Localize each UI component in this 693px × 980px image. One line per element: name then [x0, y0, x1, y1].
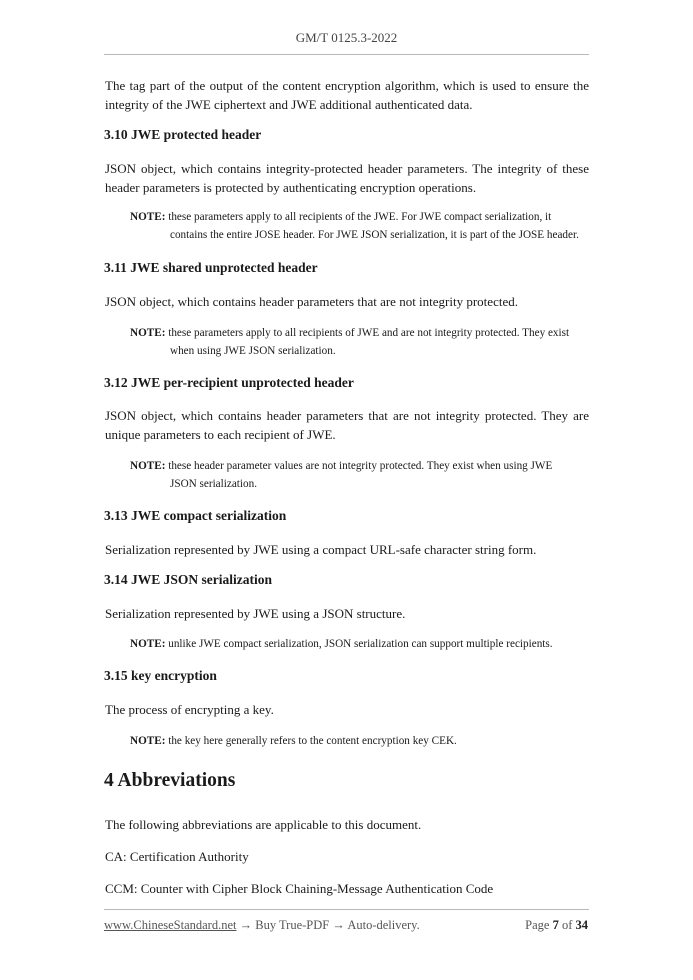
intro-paragraph: The tag part of the output of the content encryption algorithm, which is used to ensure the integrity of the JWE ciphertext and JWE additional authenticated data. [105, 78, 589, 112]
section-3-13-heading: 3.13 JWE compact serialization [104, 508, 287, 523]
section-3-11-body: JSON object, which contains header parameters that are not integrity protected. [105, 294, 518, 309]
section-3-10-heading: 3.10 JWE protected header [104, 127, 262, 142]
note-label: NOTE: [130, 211, 166, 223]
section-3-14-note [130, 636, 588, 654]
of-word: of [561, 918, 573, 932]
section-3-12-heading: 3.12 JWE per-recipient unprotected header [104, 375, 354, 390]
note-text-line1: these parameters apply to all recipients of the JWE. For JWE compact serialization, it [168, 211, 552, 223]
footer-divider [104, 909, 589, 910]
note-label: NOTE: [130, 638, 166, 650]
auto-delivery-text: Auto-delivery. [347, 918, 420, 932]
buy-true-pdf-text: Buy True-PDF [255, 918, 330, 932]
section-3-11-heading: 3.11 JWE shared unprotected header [104, 260, 318, 275]
note-text-line2: JSON serialization. [170, 477, 257, 490]
arrow-icon: → [239, 918, 253, 932]
section-3-12-body: JSON object, which contains header parameters that are not integrity protected. They are unique parameters to each recipient of JWE. [105, 408, 589, 442]
chinesestandard-link[interactable]: www.ChineseStandard.net [104, 918, 237, 932]
note-text-line1: these parameters apply to all recipients of JWE and are not integrity protected. They exist [168, 327, 570, 339]
section-3-14-heading: 3.14 JWE JSON serialization [104, 572, 272, 587]
arrow-icon: → [332, 918, 345, 932]
note-text-line2: contains the entire JOSE header. For JWE JSON serialization, it is part of the JOSE header. [170, 228, 579, 241]
section-4-heading: 4 Abbreviations [104, 770, 236, 791]
page-word: Page [525, 918, 550, 932]
note-text-line2: when using JWE JSON serialization. [170, 344, 336, 357]
section-3-15-body: The process of encrypting a key. [105, 702, 274, 717]
section-3-14-body: Serialization represented by JWE using a JSON structure. [105, 606, 406, 621]
section-3-12-note [130, 458, 588, 493]
page-number [525, 918, 588, 933]
total-pages: 34 [575, 918, 588, 932]
running-header: GM/T 0125.3-2022 [295, 30, 398, 45]
note-label: NOTE: [130, 327, 166, 339]
note-label: NOTE: [130, 460, 166, 472]
current-page: 7 [552, 918, 559, 932]
note-label: NOTE: [130, 735, 166, 747]
section-3-11-note [130, 325, 588, 360]
section-3-15-note [130, 733, 588, 751]
header-divider [104, 54, 589, 55]
section-3-10-note [130, 209, 588, 244]
note-text: unlike JWE compact serialization, JSON serialization can support multiple recipients. [168, 638, 553, 650]
abbreviation-item: CA: Certification Authority [105, 849, 249, 864]
note-text-line1: these header parameter values are not integrity protected. They exist when using JWE [168, 460, 553, 472]
section-3-13-body: Serialization represented by JWE using a compact URL-safe character string form. [105, 542, 537, 557]
abbreviation-item: CCM: Counter with Cipher Block Chaining-Message Authentication Code [105, 881, 494, 896]
footer-source [104, 918, 420, 933]
section-3-15-heading: 3.15 key encryption [104, 668, 217, 683]
section-4-intro: The following abbreviations are applicable to this document. [105, 817, 422, 832]
section-3-10-body: JSON object, which contains integrity-protected header parameters. The integrity of these header parameters is protected by authenticating encryption operations. [105, 161, 589, 195]
note-text: the key here generally refers to the content encryption key CEK. [168, 735, 457, 747]
